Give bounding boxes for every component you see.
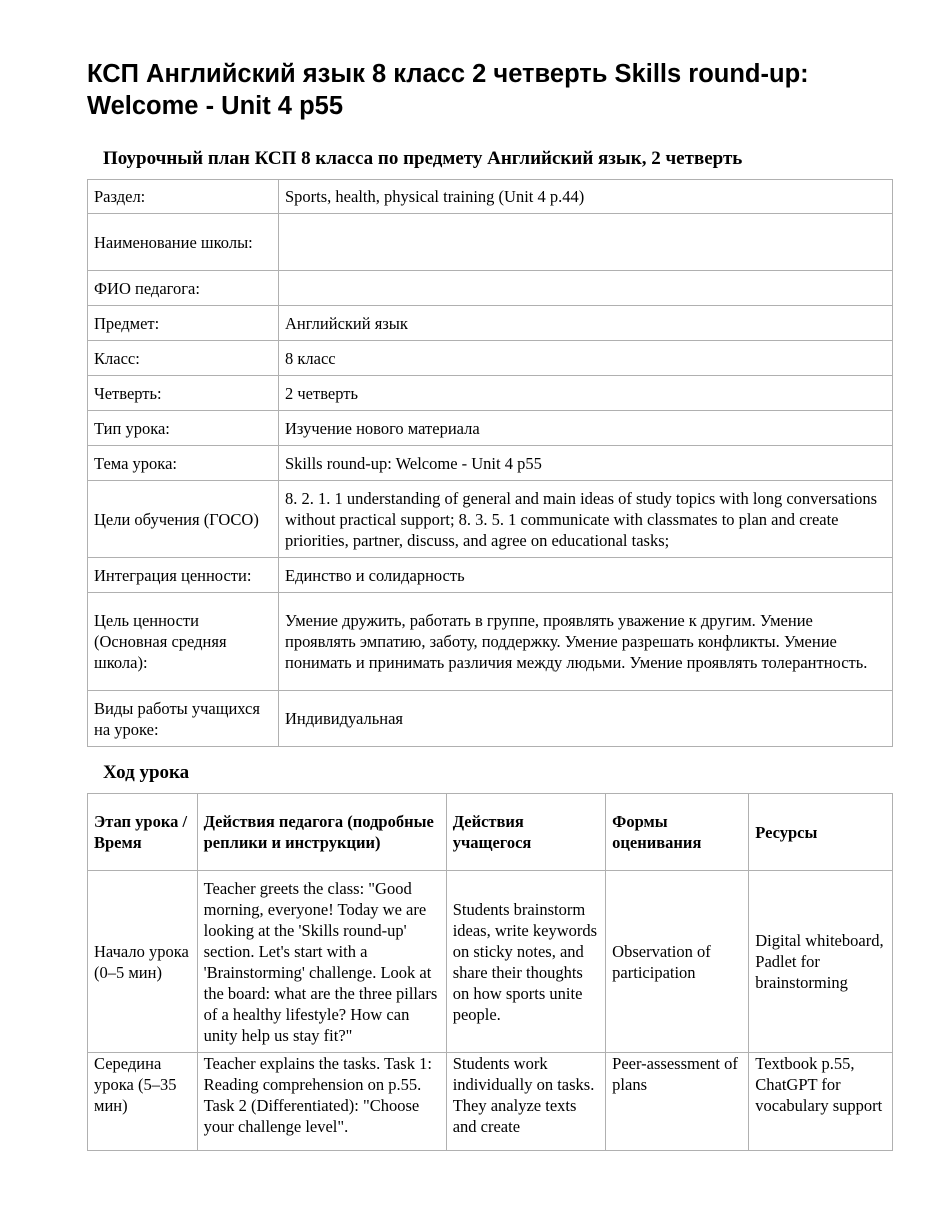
info-value: Английский язык [279, 306, 893, 341]
info-row [88, 180, 893, 214]
info-label: Тип урока: [88, 411, 279, 446]
info-row [88, 446, 893, 481]
info-label: Интеграция ценности: [88, 558, 279, 593]
lesson-cell: Середина урока (5–35 мин) [88, 1053, 198, 1151]
info-label: Цель ценности (Основная средняя школа): [88, 593, 279, 691]
lesson-column-header: Ресурсы [749, 794, 893, 871]
plan-subtitle: Поурочный план КСП 8 класса по предмету Английский язык, 2 четверть [103, 148, 743, 169]
info-label: Четверть: [88, 376, 279, 411]
lesson-cell: Students brainstorm ideas, write keywords on sticky notes, and share their thoughts on how sports unite people. [446, 871, 605, 1053]
lesson-column-header: Формы оценивания [606, 794, 749, 871]
info-label: ФИО педагога: [88, 271, 279, 306]
info-row [88, 558, 893, 593]
lesson-progress-heading: Ход урока [103, 762, 190, 783]
lesson-column-header: Этап урока / Время [88, 794, 198, 871]
info-label: Наименование школы: [88, 214, 279, 271]
info-value: Sports, health, physical training (Unit 4 p.44) [279, 180, 893, 214]
lesson-row [88, 871, 893, 1053]
lesson-row [88, 1053, 893, 1151]
info-value: Skills round-up: Welcome - Unit 4 p55 [279, 446, 893, 481]
info-label: Цели обучения (ГОСО) [88, 481, 279, 558]
info-row [88, 691, 893, 747]
info-value: 8 класс [279, 341, 893, 376]
info-label: Тема урока: [88, 446, 279, 481]
lesson-cell: Teacher explains the tasks. Task 1: Reading comprehension on p.55. Task 2 (Differentiated): "Choose your challenge level". [197, 1053, 446, 1151]
lesson-cell: Observation of participation [606, 871, 749, 1053]
info-label: Класс: [88, 341, 279, 376]
info-value: 2 четверть [279, 376, 893, 411]
info-row [88, 411, 893, 446]
lesson-header-row [88, 794, 893, 871]
info-value [279, 214, 893, 271]
info-value: Единство и солидарность [279, 558, 893, 593]
lesson-cell: Digital whiteboard, Padlet for brainstorming [749, 871, 893, 1053]
info-label: Предмет: [88, 306, 279, 341]
lesson-cell: Textbook p.55, ChatGPT for vocabulary support [749, 1053, 893, 1151]
lesson-cell: Students work individually on tasks. They analyze texts and create [446, 1053, 605, 1151]
info-row [88, 271, 893, 306]
info-value: Изучение нового материала [279, 411, 893, 446]
lesson-column-header: Действия педагога (подробные реплики и инструкции) [197, 794, 446, 871]
info-row [88, 306, 893, 341]
info-row [88, 214, 893, 271]
info-value: Индивидуальная [279, 691, 893, 747]
info-value: Умение дружить, работать в группе, проявлять уважение к другим. Умение проявлять эмпатию, заботу, поддержку. Умение разрешать конфликты. Умение понимать и принимать различия между людьми. Умение проявлять толерантность. [279, 593, 893, 691]
info-label: Виды работы учащихся на уроке: [88, 691, 279, 747]
lesson-cell: Teacher greets the class: "Good morning, everyone! Today we are looking at the 'Skills round-up' section. Let's start with a 'Brainstorming' challenge. Look at the board: what are the three pillars of a healthy lifestyle? How can unity help us stay fit?" [197, 871, 446, 1053]
page-title: КСП Английский язык 8 класс 2 четверть Skills round-up: Welcome - Unit 4 p55 [87, 60, 809, 120]
info-value [279, 271, 893, 306]
info-row [88, 481, 893, 558]
lesson-cell: Peer-assessment of plans [606, 1053, 749, 1151]
info-row [88, 593, 893, 691]
info-row [88, 341, 893, 376]
lesson-info-table [87, 179, 893, 747]
lesson-cell: Начало урока (0–5 мин) [88, 871, 198, 1053]
info-label: Раздел: [88, 180, 279, 214]
lesson-progress-table [87, 793, 893, 1151]
info-value: 8. 2. 1. 1 understanding of general and main ideas of study topics with long conversations without practical support; 8. 3. 5. 1 communicate with classmates to plan and create priorities, partner, discuss, and agree on educational tasks; [279, 481, 893, 558]
info-row [88, 376, 893, 411]
lesson-column-header: Действия учащегося [446, 794, 605, 871]
